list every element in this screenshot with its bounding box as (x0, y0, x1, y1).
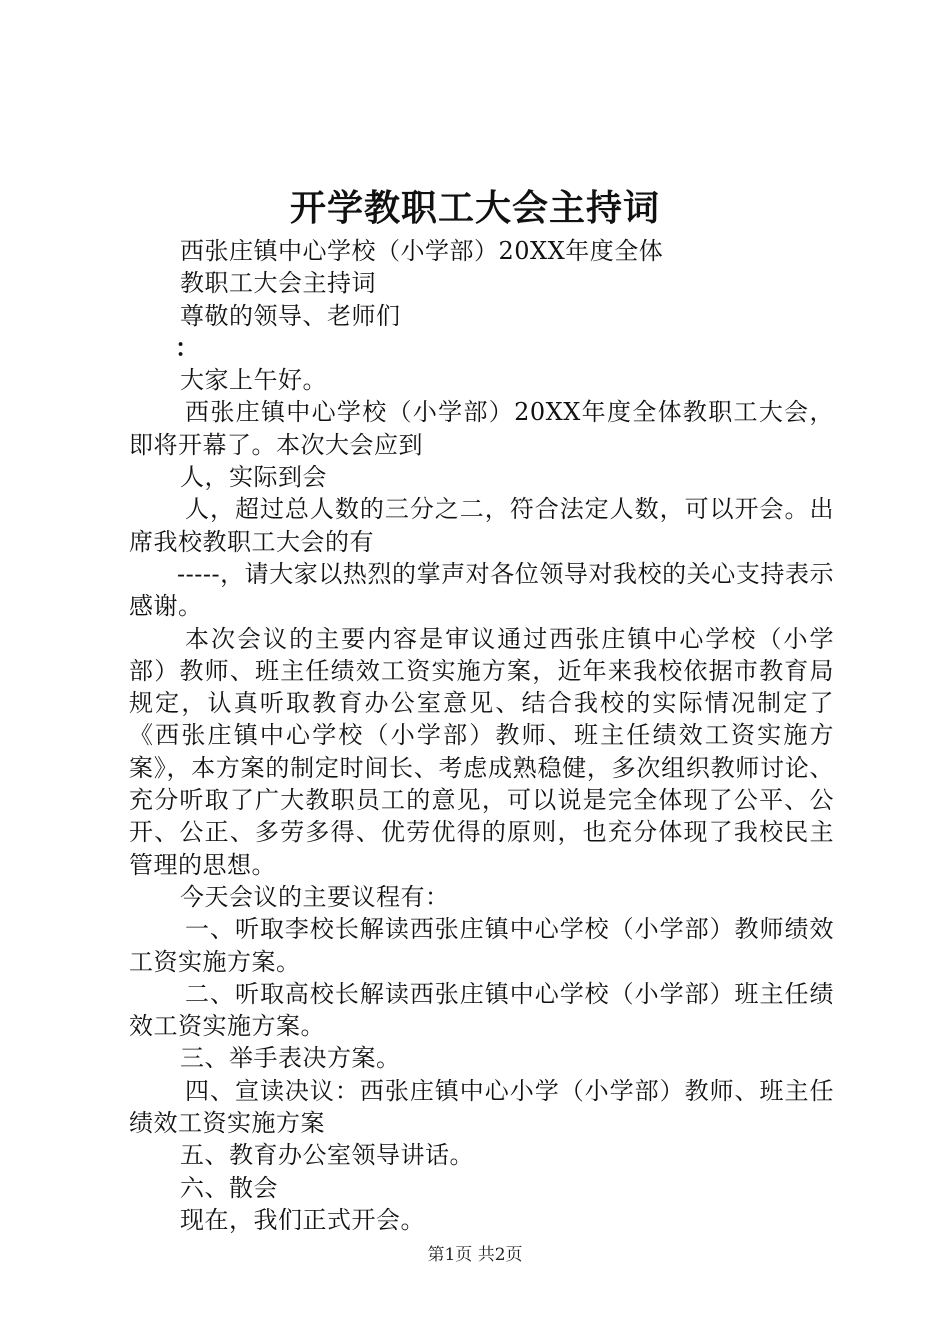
document-body (129, 235, 834, 1236)
paragraph: 西张庄镇中心学校（小学部）20XX年度全体 (180, 237, 664, 265)
paragraph: 大家上午好。 (180, 366, 327, 395)
paragraph: 二、听取高校长解读西张庄镇中心学校（小学部）班主任绩效工资实施方案。 (129, 979, 834, 1041)
paragraph: 三、举手表决方案。 (180, 1044, 401, 1073)
paragraph: 六、散会 (180, 1173, 278, 1202)
paragraph: 一、听取李校长解读西张庄镇中心学校（小学部）教师绩效工资实施方案。 (129, 915, 834, 976)
paragraph: 本次会议的主要内容是审议通过西张庄镇中心学校（小学部）教师、班主任绩效工资实施方案，近年来我校依据市教育局规定，认真听取教育办公室意见、结合我校的实际情况制定了《西张庄镇中心学校（小学部）教师、班主任绩效工资实施方案》，本方案的制定时间长、考虑成熟稳健，多次组织教师讨论、充分听取了广大教职员工的意见，可以说是完全体现了公平、公开、公正、多劳多得、优劳优得的原则，也充分体现了我校民主管理的思想。 (129, 624, 834, 879)
paragraph: 尊敬的领导、老师们 (180, 301, 401, 330)
paragraph: 五、教育办公室领导讲话。 (180, 1141, 474, 1170)
paragraph: 今天会议的主要议程有： (180, 882, 450, 911)
page-number-footer: 第1页 共2页 (427, 1245, 523, 1265)
paragraph: 教职工大会主持词 (180, 269, 376, 298)
document-title: 开学教职工大会主持词 (289, 187, 660, 229)
paragraph: 人，超过总人数的三分之二，符合法定人数，可以开会。出席我校教职工大会的有 (129, 495, 834, 556)
paragraph: ： (175, 332, 200, 362)
paragraph: 四、宣读决议：西张庄镇中心小学（小学部）教师、班主任绩效工资实施方案 (129, 1076, 834, 1138)
paragraph: 现在，我们正式开会。 (180, 1205, 425, 1234)
paragraph: 西张庄镇中心学校（小学部）20XX年度全体教职工大会，即将开幕了。本次大会应到 (129, 398, 834, 459)
paragraph: -----，请大家以热烈的掌声对各位领导对我校的关心支持表示感谢。 (129, 559, 834, 621)
paragraph: 人，实际到会 (180, 463, 327, 492)
